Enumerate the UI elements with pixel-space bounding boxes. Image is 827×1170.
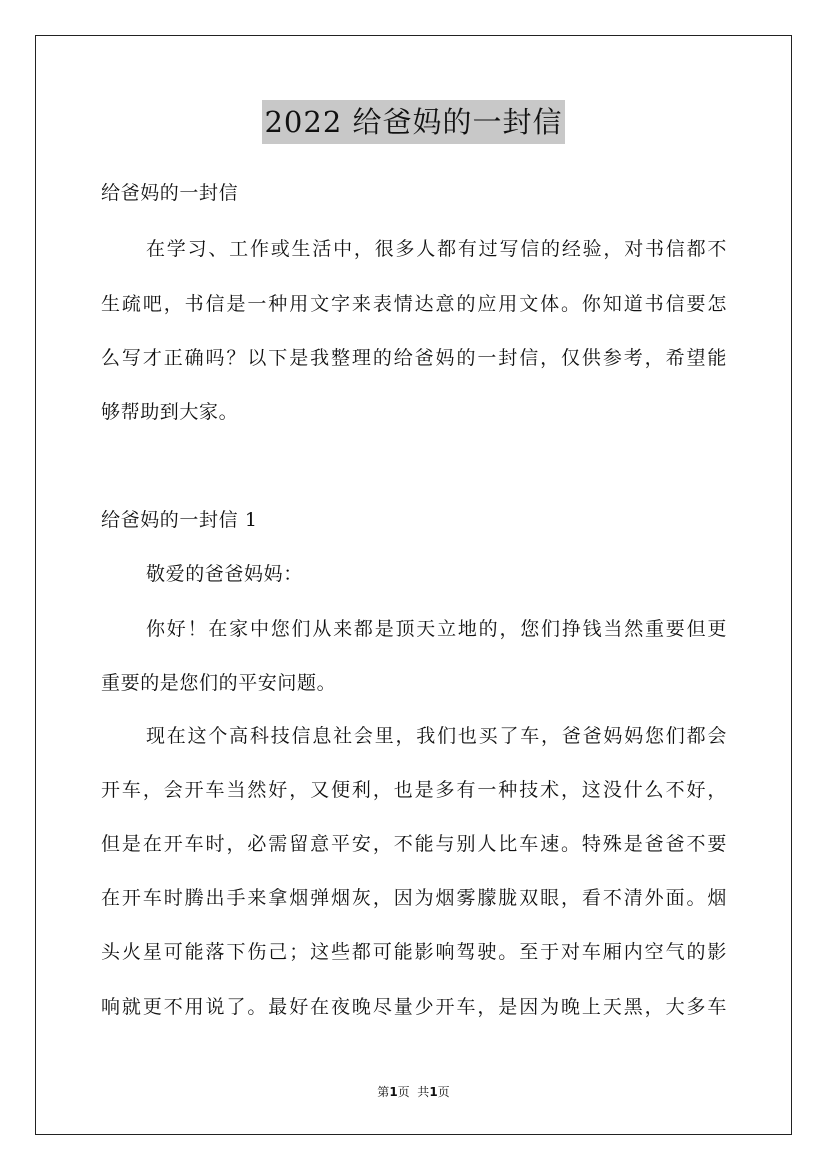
section-heading: 给爸妈的一封信 bbox=[101, 182, 239, 204]
paragraph-line: 生疏吧，书信是一种用文字来表情达意的应用文体。你知道书信要怎 bbox=[101, 293, 727, 315]
paragraph-line: 响就更不用说了。最好在夜晚尽量少开车，是因为晚上天黑，大多车 bbox=[101, 996, 727, 1018]
footer-suffix: 页 bbox=[437, 1085, 450, 1099]
footer-prefix: 第 bbox=[377, 1085, 390, 1099]
salutation: 敬爱的爸爸妈妈： bbox=[146, 563, 303, 585]
footer-mid: 页 共 bbox=[397, 1085, 430, 1099]
paragraph-line: 么写才正确吗？以下是我整理的给爸妈的一封信，仅供参考，希望能 bbox=[101, 347, 727, 369]
paragraph-line: 在学习、工作或生活中，很多人都有过写信的经验，对书信都不 bbox=[146, 238, 727, 260]
document-title: 2022 给爸妈的一封信 bbox=[262, 100, 564, 144]
paragraph-line: 现在这个高科技信息社会里，我们也买了车，爸爸妈妈您们都会 bbox=[146, 725, 727, 747]
section-heading: 给爸妈的一封信 1 bbox=[101, 509, 258, 531]
paragraph-line: 够帮助到大家。 bbox=[101, 401, 239, 423]
title-container bbox=[0, 100, 827, 144]
footer-current-page: 1 bbox=[389, 1085, 398, 1099]
paragraph-line: 开车，会开车当然好，又便利，也是多有一种技术，这没什么不好， bbox=[101, 779, 727, 801]
paragraph-line: 你好！在家中您们从来都是顶天立地的，您们挣钱当然重要但更 bbox=[146, 618, 727, 640]
paragraph-line: 头火星可能落下伤己；这些都可能影响驾驶。至于对车厢内空气的影 bbox=[101, 941, 727, 963]
paragraph-line: 但是在开车时，必需留意平安，不能与别人比车速。特殊是爸爸不要 bbox=[101, 833, 727, 855]
footer-total-pages: 1 bbox=[429, 1085, 438, 1099]
page-footer bbox=[0, 1083, 827, 1100]
paragraph-line: 在开车时腾出手来拿烟弹烟灰，因为烟雾朦胧双眼，看不清外面。烟 bbox=[101, 887, 727, 909]
paragraph-line: 重要的是您们的平安问题。 bbox=[101, 672, 337, 694]
